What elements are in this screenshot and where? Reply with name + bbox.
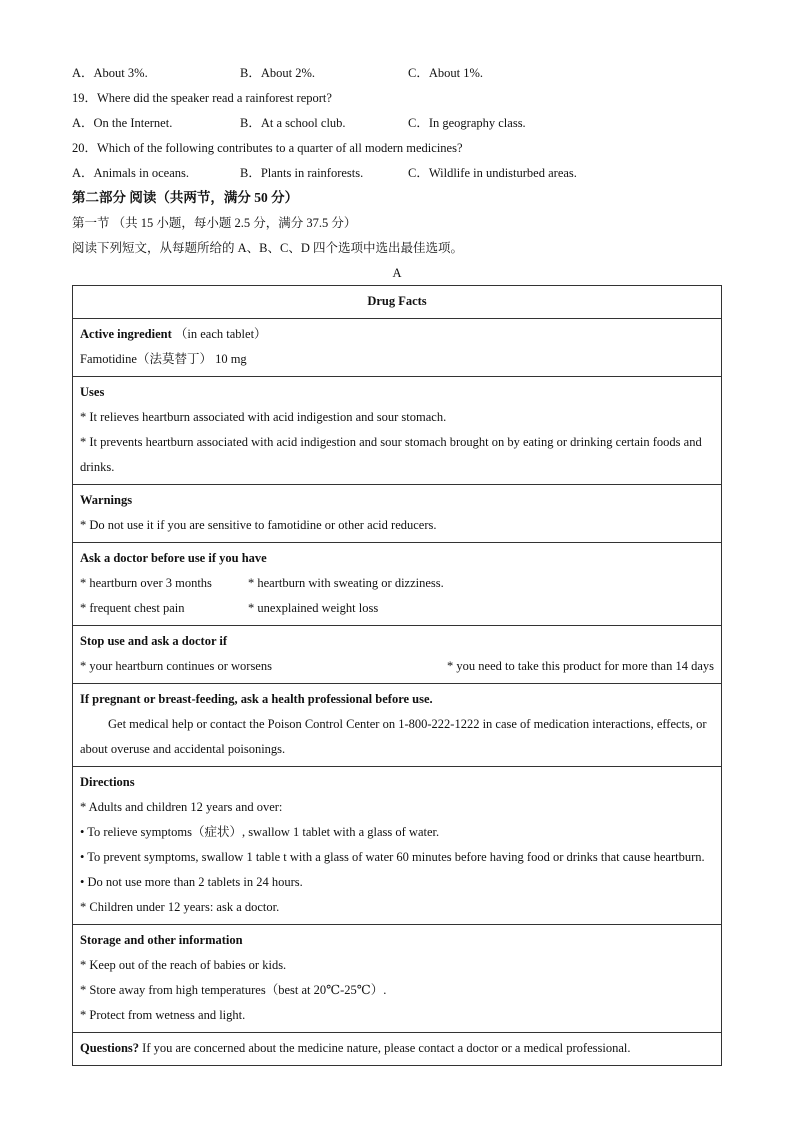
stop-use-item: * your heartburn continues or worsens	[80, 659, 272, 673]
stop-use-row	[80, 654, 714, 679]
questions-heading: Questions?	[80, 1041, 140, 1055]
questions-text: If you are concerned about the medicine nature, please contact a doctor or a medical professional.	[142, 1041, 631, 1055]
q19-option-b: B．At a school club.	[240, 116, 346, 130]
stop-use-section	[73, 626, 722, 684]
q19-option-c: C．In geography class.	[408, 116, 526, 130]
passage-label: A	[392, 266, 402, 280]
active-ingredient-value: Famotidine（法莫替丁） 10 mg	[80, 352, 247, 366]
warnings-item: * Do not use it if you are sensitive to famotidine or other acid reducers.	[80, 518, 437, 532]
storage-section	[73, 925, 722, 1033]
directions-item: * Adults and children 12 years and over:	[80, 800, 283, 814]
q18-options	[72, 65, 483, 81]
pregnancy-text: Get medical help or contact the Poison Control Center on 1-800-222-1222 in case of medication interactions, effects, or about overuse and accidental poisonings.	[80, 717, 707, 756]
warnings-section	[73, 485, 722, 543]
ask-doctor-item: * heartburn with sweating or dizziness.	[248, 576, 444, 590]
ask-doctor-heading: Ask a doctor before use if you have	[80, 551, 267, 565]
warnings-heading: Warnings	[80, 493, 133, 507]
reading-instruction: 阅读下列短文，从每题所给的 A、B、C、D 四个选项中选出最佳选项。	[72, 241, 463, 255]
storage-item: * Store away from high temperatures（best at 20℃-25℃）.	[80, 983, 387, 997]
q20-option-a: A．Animals in oceans.	[72, 166, 189, 180]
ask-doctor-item: * unexplained weight loss	[248, 601, 379, 615]
stop-use-item: * you need to take this product for more than 14 days	[447, 659, 714, 673]
active-ingredient-note: （in each tablet）	[174, 327, 267, 341]
part2-heading: 第二部分 阅读（共两节，满分 50 分）	[72, 190, 299, 205]
active-ingredient-section	[73, 319, 722, 377]
directions-item: • To prevent symptoms, swallow 1 table t with a glass of water 60 minutes before having food or drinks that cause heartburn.	[80, 850, 705, 864]
pregnancy-heading: If pregnant or breast-feeding, ask a health professional before use.	[80, 692, 433, 706]
q19-options	[72, 115, 526, 131]
uses-section	[73, 377, 722, 485]
q19-stem: 19．Where did the speaker read a rainforest report?	[72, 91, 332, 105]
storage-item: * Protect from wetness and light.	[80, 1008, 246, 1022]
q18-option-a: A．About 3%.	[72, 66, 148, 80]
ask-doctor-section	[73, 543, 722, 626]
uses-item: * It prevents heartburn associated with acid indigestion and sour stomach brought on by eating or drinking certain foods and drinks.	[80, 435, 702, 474]
ask-doctor-row	[80, 571, 714, 596]
stop-use-heading: Stop use and ask a doctor if	[80, 634, 228, 648]
storage-heading: Storage and other information	[80, 933, 243, 947]
ask-doctor-item: * heartburn over 3 months	[80, 576, 212, 590]
directions-section	[73, 767, 722, 925]
directions-heading: Directions	[80, 775, 135, 789]
directions-item: • Do not use more than 2 tablets in 24 hours.	[80, 875, 303, 889]
q19-option-a: A．On the Internet.	[72, 116, 173, 130]
q18-option-b: B．About 2%.	[240, 66, 316, 80]
directions-item: * Children under 12 years: ask a doctor.	[80, 900, 280, 914]
q20-stem: 20．Which of the following contributes to a quarter of all modern medicines?	[72, 141, 463, 155]
q20-option-c: C．Wildlife in undisturbed areas.	[408, 166, 577, 180]
ask-doctor-item: * frequent chest pain	[80, 601, 185, 615]
directions-item: • To relieve symptoms（症状）, swallow 1 tablet with a glass of water.	[80, 825, 440, 839]
q20-options	[72, 165, 577, 181]
section1-heading: 第一节 （共 15 小题，每小题 2.5 分，满分 37.5 分）	[72, 216, 357, 230]
questions-section	[73, 1033, 722, 1066]
pregnancy-section	[73, 684, 722, 767]
drug-facts-title: Drug Facts	[73, 286, 722, 319]
uses-heading: Uses	[80, 385, 105, 399]
storage-item: * Keep out of the reach of babies or kids.	[80, 958, 287, 972]
q20-option-b: B．Plants in rainforests.	[240, 166, 364, 180]
drug-facts-table	[72, 285, 722, 1066]
ask-doctor-row	[80, 596, 714, 621]
uses-item: * It relieves heartburn associated with acid indigestion and sour stomach.	[80, 410, 447, 424]
active-ingredient-heading: Active ingredient	[80, 327, 172, 341]
q18-option-c: C．About 1%.	[408, 66, 484, 80]
